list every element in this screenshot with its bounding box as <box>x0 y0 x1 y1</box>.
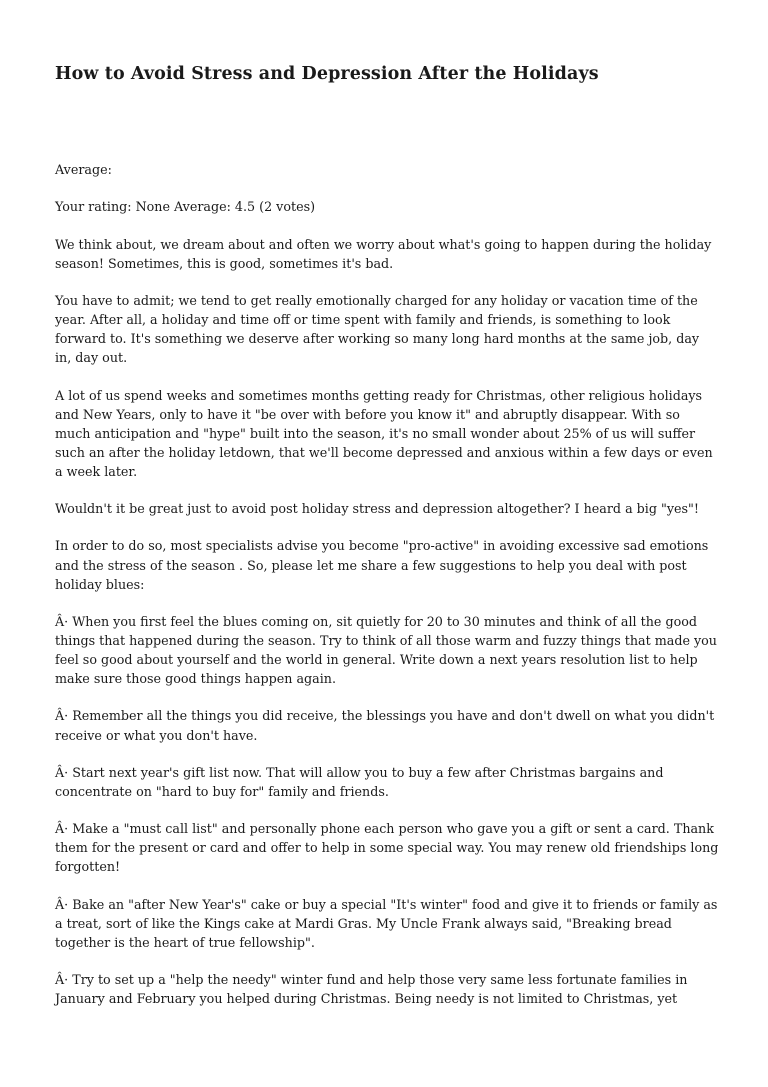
paragraph: Wouldn't it be great just to avoid post holiday stress and depression altogether? I heard a big "yes"! <box>55 501 699 517</box>
bullet-paragraph: Â· Start next year's gift list now. That will allow you to buy a few after Christmas bargains and concentrate on "hard to buy for" family and friends. <box>55 764 664 799</box>
paragraph: You have to admit; we tend to get really emotionally charged for any holiday or vacation time of the year. After all, a holiday and time off or time spent with family and friends, is something to look forward to. It's something we deserve after working so many long hard months at the same job, day in, day out. <box>55 292 700 366</box>
bullet-paragraph: Â· Remember all the things you did receive, the blessings you have and don't dwell on what you didn't receive or what you don't have. <box>55 708 715 743</box>
rating-average-label: Average: <box>55 162 112 177</box>
paragraph: We think about, we dream about and often we worry about what's going to happen during the holiday season! Sometimes, this is good, sometimes it's bad. <box>55 236 712 271</box>
bullet-paragraph: Â· Make a "must call list" and personally phone each person who gave you a gift or sent a card. Thank them for the present or card and offer to help in some special way. You may renew old friendships long forgotten! <box>55 821 719 875</box>
bullet-paragraph: Â· When you first feel the blues coming on, sit quietly for 20 to 30 minutes and think of all the good things that happened during the season. Try to think of all those warm and fuzzy things that made you feel so good about yourself and the world in general. Write down a next years resolution list to help make sure those good things happen again. <box>55 613 717 687</box>
document-title: How to Avoid Stress and Depression After the Holidays <box>55 64 599 84</box>
bullet-paragraph: Â· Bake an "after New Year's" cake or buy a special "It's winter" food and give it to friends or family as a treat, sort of like the Kings cake at Mardi Gras. My Uncle Frank always said, "Breaking bread together is the heart of true fellowship". <box>55 896 718 950</box>
rating-summary: Your rating: None Average: 4.5 (2 votes) <box>55 199 316 215</box>
paragraph: In order to do so, most specialists advise you become "pro-active" in avoiding excessive sad emotions and the stress of the season . So, please let me share a few suggestions to help you deal with post holiday blues: <box>55 538 709 592</box>
bullet-paragraph: Â· Try to set up a "help the needy" winter fund and help those very same less fortunate families in January and February you helped during Christmas. Being needy is not limited to Christmas, yet <box>55 972 688 1007</box>
document-body <box>55 160 719 1027</box>
paragraph: A lot of us spend weeks and sometimes months getting ready for Christmas, other religious holidays and New Years, only to have it "be over with before you know it" and abruptly disappear. With so much anticipation and "hype" built into the season, it's no small wonder about 25% of us will suffer such an after the holiday letdown, that we'll become depressed and anxious within a few days or even a week later. <box>55 387 713 479</box>
